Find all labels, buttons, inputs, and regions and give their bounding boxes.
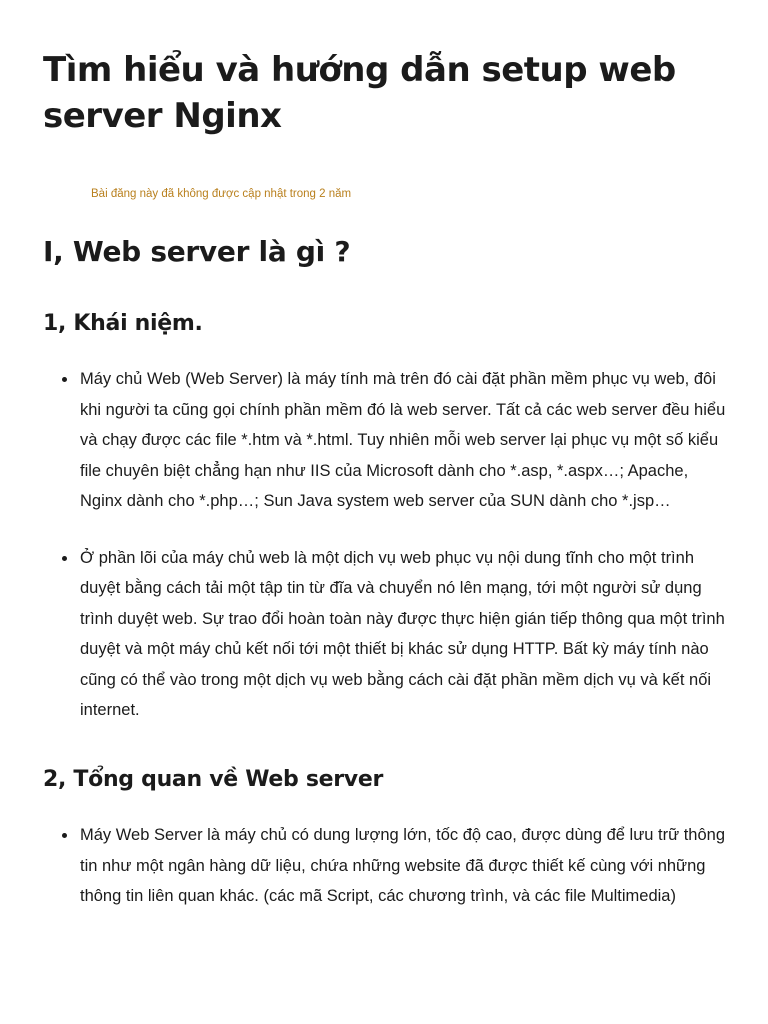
list-item: Ở phần lõi của máy chủ web là một dịch vụ web phục vụ nội dung tĩnh cho một trình duyệt bằng cách tải một tập tin từ đĩa và chuyển nó lên mạng, tới một người sử dụng trình duyệt web. Sự trao đổi hoàn toàn này được thực hiện gián tiếp thông qua một trình duyệt và một máy chủ kết nối tới một thiết bị khác sử dụng HTTP. Bất kỳ máy tính nào cũng có thể vào trong một dịch vụ web bằng cách cài đặt phần mềm dịch vụ và kết nối internet. [43,543,733,726]
list-item: Máy chủ Web (Web Server) là máy tính mà trên đó cài đặt phần mềm phục vụ web, đôi khi người ta cũng gọi chính phần mềm đó là web server. Tất cả các web server đều hiểu và chạy được các file *.htm và *.html. Tuy nhiên mỗi web server lại phục vụ một số kiểu file chuyên biệt chẳng hạn như IIS của Microsoft dành cho *.asp, *.aspx…; Apache, Nginx dành cho *.php…; Sun Java system web server của SUN dành cho *.jsp… [43,364,733,517]
section-heading-web-server: I, Web server là gì ? [43,235,351,268]
subsection-heading-overview: 2, Tổng quan về Web server [43,767,384,792]
bullet-list-overview [43,820,733,912]
outdated-notice: Bài đăng này đã không được cập nhật trong 2 năm [91,188,352,200]
page-title: Tìm hiểu và hướng dẫn setup web server Nginx [43,50,676,136]
subsection-heading-concept: 1, Khái niệm. [43,311,203,336]
bullet-list-concept [43,364,733,726]
list-item: Máy Web Server là máy chủ có dung lượng lớn, tốc độ cao, được dùng để lưu trữ thông tin như một ngân hàng dữ liệu, chứa những website đã được thiết kế cùng với những thông tin liên quan khác. (các mã Script, các chương trình, và các file Multimedia) [43,820,733,912]
